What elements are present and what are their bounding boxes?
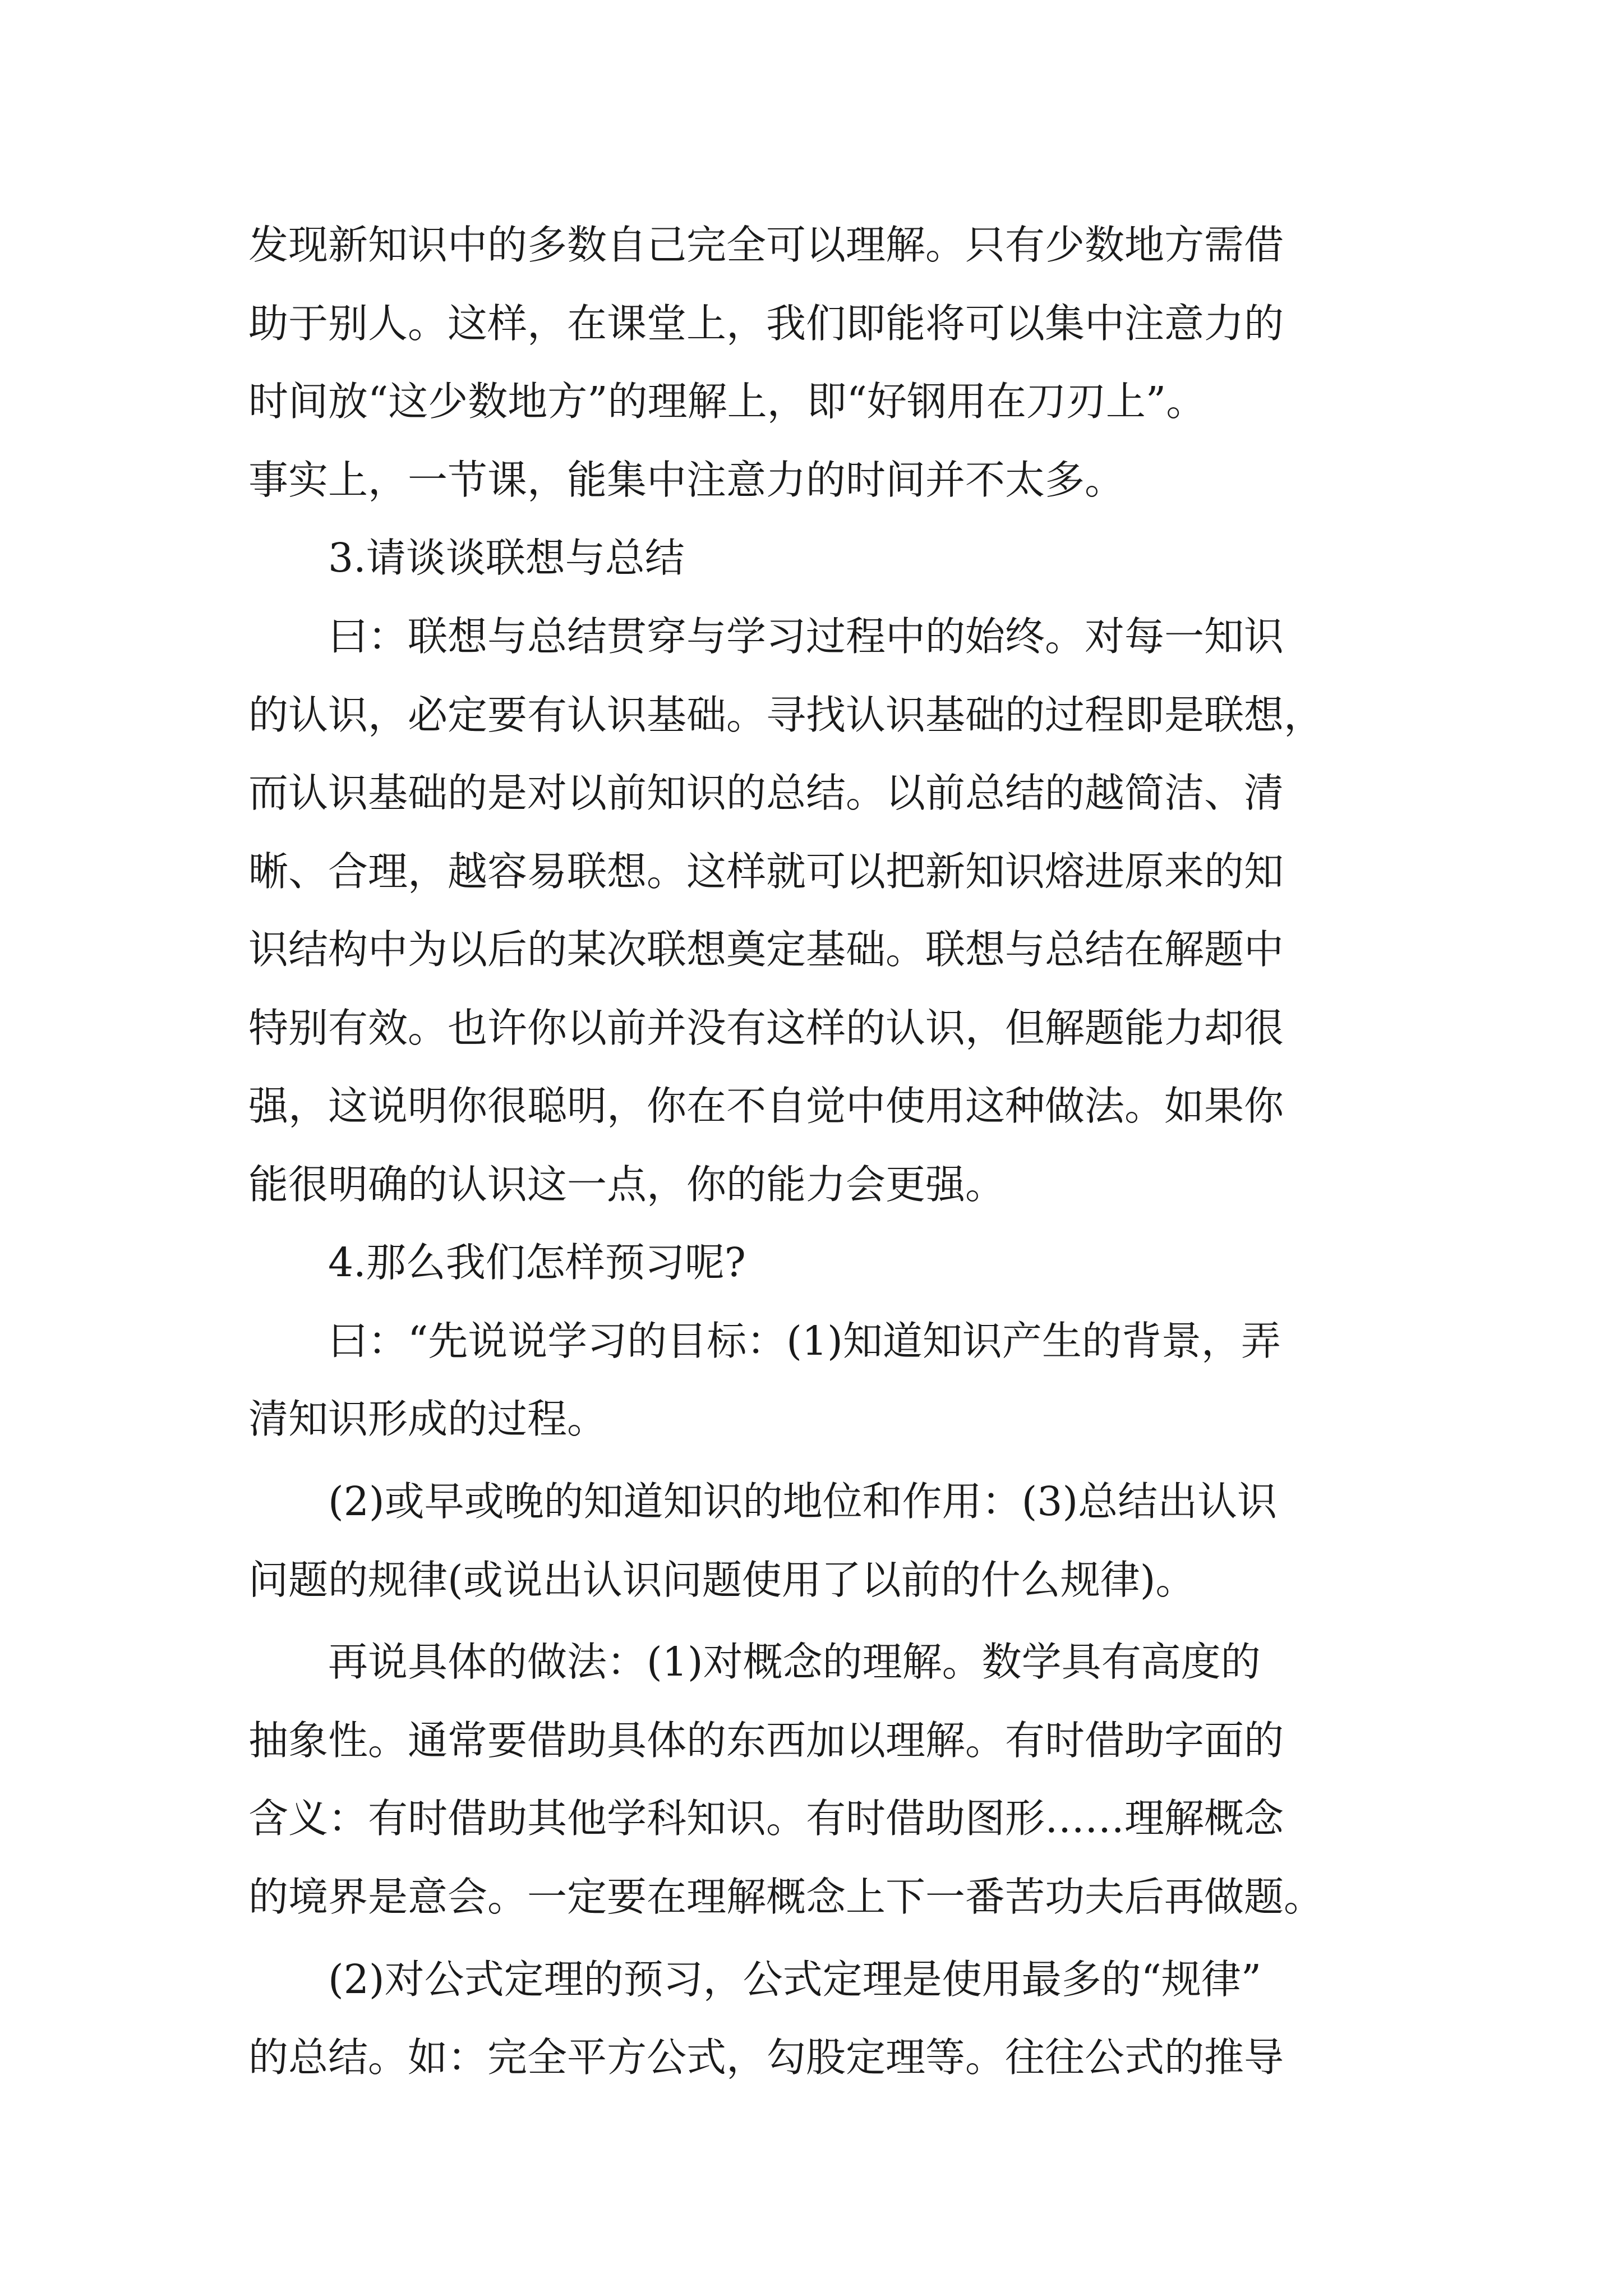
text-line: 而认识基础的是对以前知识的总结。以前总结的越简洁、清 — [248, 770, 1284, 816]
text-line: 特别有效。也许你以前并没有这样的认识，但解题能力却很 — [248, 1005, 1284, 1051]
text-line: 再说具体的做法：(1)对概念的理解。数学具有高度的 — [328, 1639, 1261, 1685]
text-line: 发现新知识中的多数自己完全可以理解。只有少数地方需借 — [248, 222, 1284, 268]
text-line: 的境界是意会。一定要在理解概念上下一番苦功夫后再做题。 — [248, 1874, 1324, 1920]
text-line: 含义：有时借助其他学科知识。有时借助图形……理解概念 — [248, 1795, 1284, 1842]
text-line: 时间放“这少数地方”的理解上，即“好钢用在刀刃上”。 — [248, 378, 1206, 425]
text-line: 晰、合理，越容易联想。这样就可以把新知识熔进原来的知 — [248, 848, 1284, 895]
text-line: 曰：“先说说学习的目标：(1)知道知识产生的背景，弄 — [328, 1318, 1281, 1364]
section-heading: 3.请谈谈联想与总结 — [328, 535, 685, 581]
text-line: 的认识，必定要有认识基础。寻找认识基础的过程即是联想， — [248, 692, 1324, 738]
text-line: 曰：联想与总结贯穿与学习过程中的始终。对每一知识 — [328, 613, 1284, 660]
text-line: 强，这说明你很聪明，你在不自觉中使用这种做法。如果你 — [248, 1083, 1284, 1129]
text-line: 的总结。如：完全平方公式，勾股定理等。往往公式的推导 — [248, 2034, 1284, 2081]
text-line: (2)或早或晚的知道知识的地位和作用：(3)总结出认识 — [328, 1478, 1278, 1525]
text-line: 抽象性。通常要借助具体的东西加以理解。有时借助字面的 — [248, 1717, 1284, 1764]
text-line: 清知识形成的过程。 — [248, 1396, 607, 1442]
text-line: 助于别人。这样，在课堂上，我们即能将可以集中注意力的 — [248, 300, 1284, 347]
text-line: 事实上，一节课，能集中注意力的时间并不太多。 — [248, 457, 1125, 503]
section-heading: 4.那么我们怎样预习呢? — [328, 1239, 746, 1286]
text-line: 识结构中为以后的某次联想奠定基础。联想与总结在解题中 — [248, 926, 1284, 973]
text-line: 问题的规律(或说出认识问题使用了以前的什么规律)。 — [248, 1557, 1196, 1603]
text-line: 能很明确的认识这一点，你的能力会更强。 — [248, 1161, 1006, 1208]
text-line: (2)对公式定理的预习，公式定理是使用最多的“规律” — [328, 1956, 1262, 2003]
